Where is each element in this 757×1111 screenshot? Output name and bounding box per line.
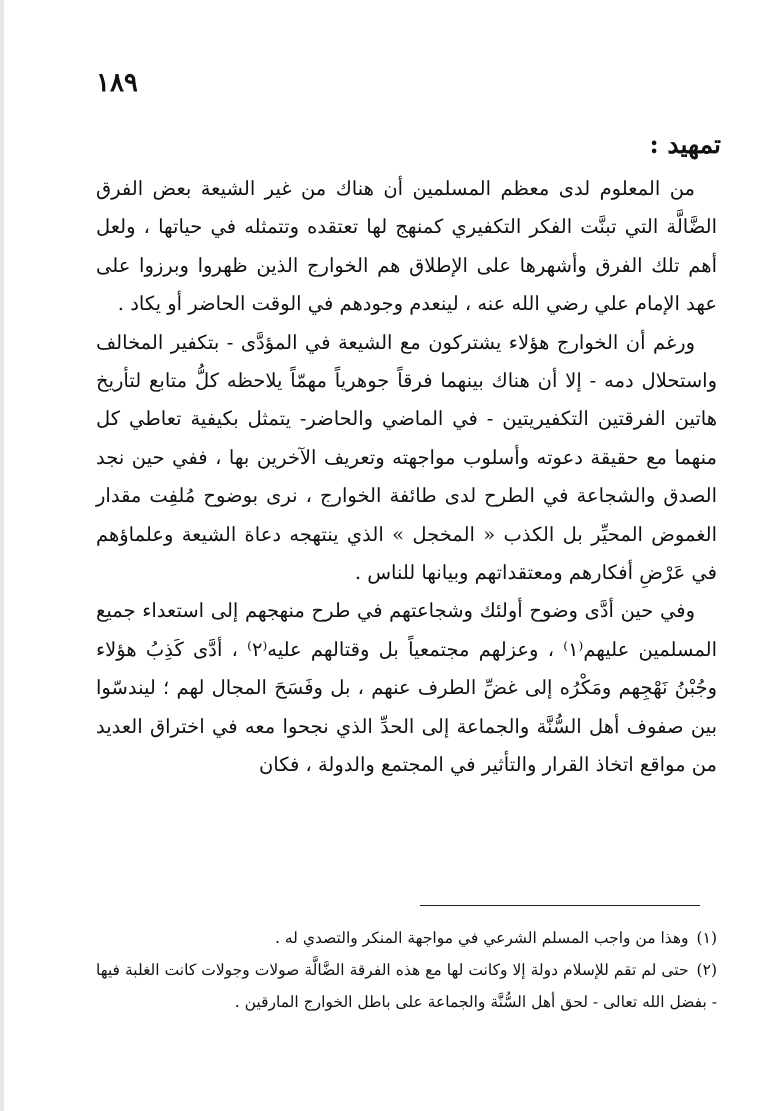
- body-text: [96, 170, 717, 785]
- scan-edge: [0, 0, 4, 1111]
- footnote-separator: [420, 905, 700, 906]
- footnote-2: [96, 954, 717, 1018]
- footnote-text: وهذا من واجب المسلم الشرعي في مواجهة المنكر والتصدي له .: [275, 929, 689, 947]
- page-number: ١٨٩: [96, 68, 138, 98]
- footnote-text: حتى لم تقم للإسلام دولة إلا وكانت لها مع هذه الفرقة الضَّالَّة صولات وجولات كانت الغلبة فيها - بفضل الله تعالى - لحق أهل السُّنَّة والجماعة على باطل الخوارج المارقين .: [96, 961, 717, 1011]
- footnote-number: (١): [696, 929, 717, 947]
- footnote-number: (٢): [696, 961, 717, 979]
- paragraph-2: ورغم أن الخوارج هؤلاء يشتركون مع الشيعة في المؤدَّى - بتكفير المخالف واستحلال دمه - إلا أن هناك بينهما فرقاً جوهرياً مهمّاً يلاحظه كلُّ متابع لتأريخ هاتين الفرقتين التكفيريتين - في الماضي والحاضر- يتمثل بكيفية تعاطي كل منهما مع حقيقة دعوته وأسلوب مواجهته وتعريف الآخرين بها ، ففي حين نجد الصدق والشجاعة في الطرح لدى طائفة الخوارج ، نرى بوضوح مُلفِت مقدار الغموض المحيِّر بل الكذب « المخجل » الذي ينتهجه دعاة الشيعة وعلماؤهم في عَرْضِ أفكارهم ومعتقداتهم وبيانها للناس .: [96, 330, 717, 585]
- paragraph-3: وفي حين أدَّى وضوح أولئك وشجاعتهم في طرح منهجهم إلى استعداء جميع المسلمين عليهم⁽١⁾ ، وعزلهم مجتمعياً بل وقتالهم عليه⁽٢⁾ ، أدَّى كَذِبُ هؤلاء وجُبْنُ نَهْجِهم ومَكْرُه إلى غضِّ الطرف عنهم ، بل وفَسَحَ المجال لهم ؛ ليندسّوا بين صفوف أهل السُّنَّة والجماعة إلى الحدِّ الذي نجحوا معه في اختراق العديد من مواقع اتخاذ القرار والتأثير في المجتمع والدولة ، فكان: [96, 599, 717, 777]
- footnotes: [96, 922, 717, 1018]
- section-heading: تمهيد :: [649, 130, 721, 159]
- paragraph-1: من المعلوم لدى معظم المسلمين أن هناك من غير الشيعة بعض الفرق الضَّالَّة التي تبنَّت الفكر التكفيري كمنهج لها تعتقده وتتمثله في حياتها ، ولعل أهم تلك الفرق وأشهرها على الإطلاق هم الخوارج الذين ظهروا وبرزوا على عهد الإمام علي رضي الله عنه ، لينعدم وجودهم في الوقت الحاضر أو يكاد .: [96, 177, 717, 316]
- footnote-1: [96, 922, 717, 954]
